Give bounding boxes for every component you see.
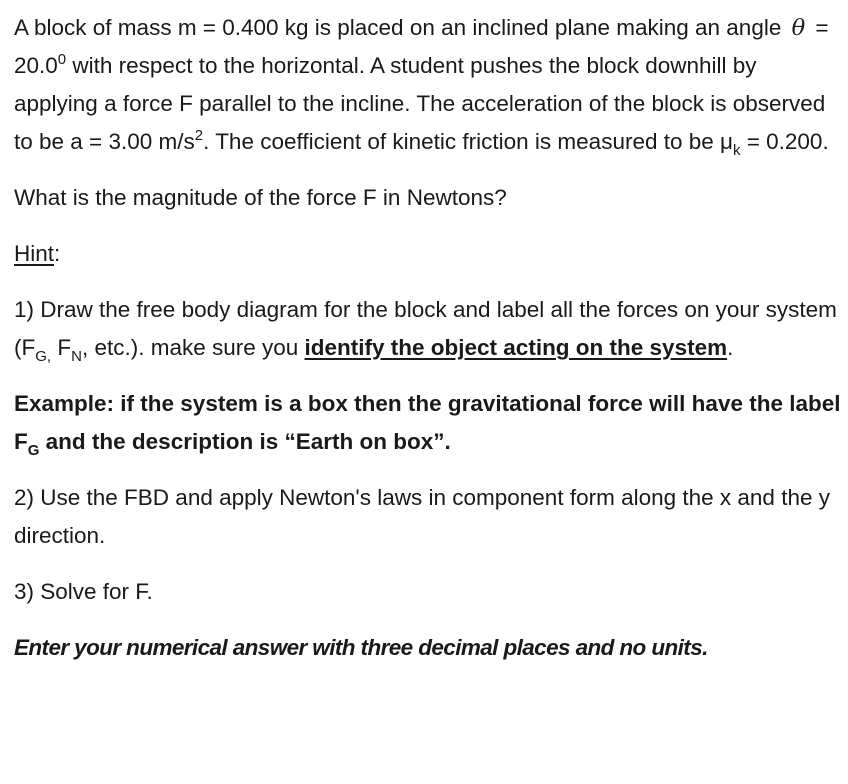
theta-symbol: θ [791, 15, 806, 41]
step1-text-4: . [727, 335, 734, 360]
hint-step-3: 3) Solve for F. [14, 579, 153, 604]
example-text [14, 385, 842, 461]
problem-text-3: with respect to the horizontal. A student pushes the block downhill by applying a force F parallel to the incline. The acceleration of the block is observed to be a = 3.00 m/s [14, 53, 826, 154]
hint-heading [14, 235, 842, 273]
problem-text-1: A block of mass m = 0.400 kg is placed on an inclined plane making an angle [14, 15, 782, 40]
step1-emphasis: identify the object acting on the system [304, 335, 728, 360]
problem-text-4: . The coefficient of kinetic friction is measured to be μ [203, 129, 733, 154]
degree-superscript: 0 [57, 50, 67, 68]
acceleration-exponent: 2 [194, 126, 204, 144]
problem-statement [14, 9, 842, 161]
hint-label: Hint [14, 241, 55, 266]
question-text: What is the magnitude of the force F in Newtons? [14, 185, 507, 210]
step1-text-2: F [51, 335, 72, 360]
problem-page [14, 9, 842, 667]
step1-text-3: , etc.). make sure you [81, 335, 305, 360]
fn-subscript: N [71, 347, 82, 365]
hint-step-1 [14, 291, 842, 367]
example-fg-subscript: G [27, 441, 40, 459]
problem-text-5: = 0.200. [740, 129, 829, 154]
example-text-1: Example: if the system is a box then the gravitational force will have the label F [14, 391, 841, 454]
hint-step-2: 2) Use the FBD and apply Newton's laws in component form along the x and the y direction. [14, 485, 830, 548]
mu-subscript: k [733, 141, 741, 159]
problem-text-2: = 20.0 [14, 15, 829, 78]
step1-text-1: 1) Draw the free body diagram for the block and label all the forces on your system (F [14, 297, 837, 360]
hint-colon: : [54, 241, 61, 266]
example-text-2: and the description is “Earth on box”. [39, 429, 451, 454]
answer-instruction: Enter your numerical answer with three decimal places and no units. [14, 635, 708, 660]
fg-subscript: G, [35, 347, 52, 365]
